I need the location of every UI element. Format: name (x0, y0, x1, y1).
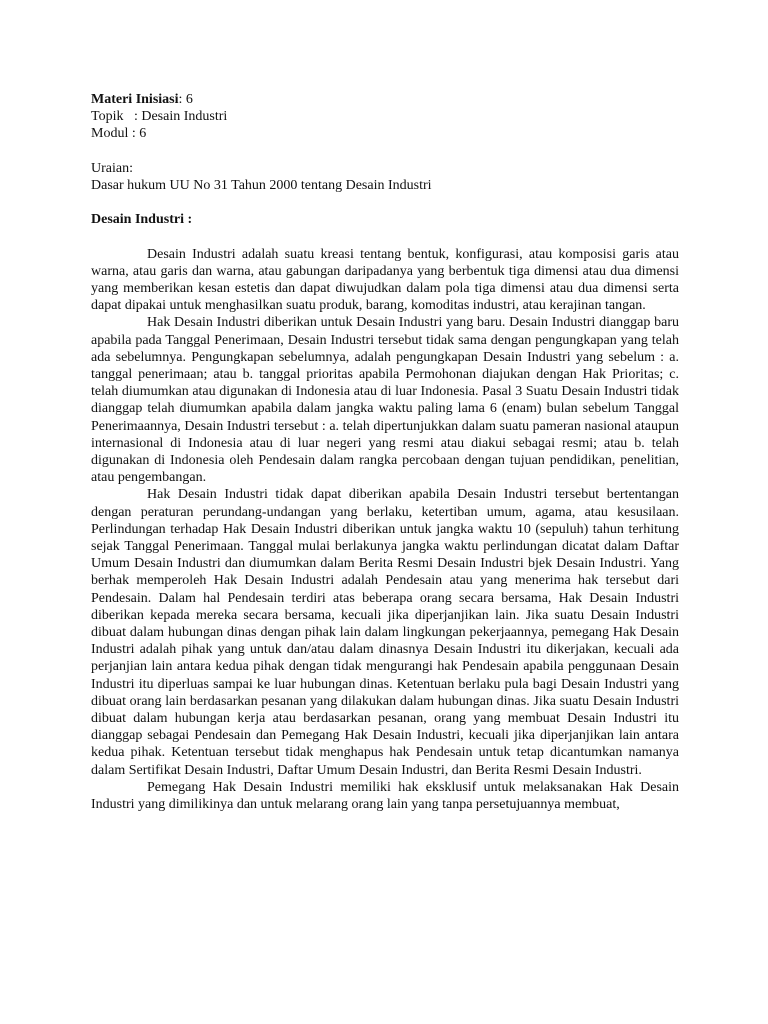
uraian-label: Uraian: (91, 160, 133, 176)
uraian-text: Dasar hukum UU No 31 Tahun 2000 tentang Desain Industri (91, 178, 432, 193)
paragraph-1: Desain Industri adalah suatu kreasi tentang bentuk, konfigurasi, atau komposisi garis atau warna, atau garis dan warna, atau gabungan daripadanya yang berbentuk tiga dimensi atau dua dimensi yang memberikan kesan estetis dan dapat diwujudkan dalam pola tiga dimensi atau dua dimensi serta dapat dipakai untuk menghasilkan suatu produk, barang, komoditas industri, atau kerajinan tangan. (91, 246, 679, 314)
spacer (91, 194, 679, 211)
document-page (91, 91, 679, 813)
spacer (91, 143, 679, 160)
materi-label: Materi Inisiasi (91, 92, 179, 107)
paragraph-4: Pemegang Hak Desain Industri memiliki hak eksklusif untuk melaksanakan Hak Desain Industri yang dimilikinya dan untuk melarang orang lain yang tanpa persetujuannya membuat, (91, 779, 679, 813)
paragraph-3: Hak Desain Industri tidak dapat diberikan apabila Desain Industri tersebut bertentangan dengan peraturan perundang-undangan yang berlaku, ketertiban umum, agama, atau kesusilaan. Perlindungan terhadap Hak Desain Industri diberikan untuk jangka waktu 10 (sepuluh) tahun terhitung sejak Tanggal Penerimaan. Tanggal mulai berlakunya jangka waktu perlindungan dicatat dalam Daftar Umum Desain Industri dan diumumkan dalam Berita Resmi Desain Industri bjek Desain Industri. Yang berhak memperoleh Hak Desain Industri adalah Pendesain atau yang menerima hak tersebut dari Pendesain. Dalam hal Pendesain terdiri atas beberapa orang secara bersama, Hak Desain Industri diberikan kepada mereka secara bersama, kecuali jika diperjanjikan lain. Jika suatu Desain Industri dibuat dalam hubungan dinas dengan pihak lain dalam lingkungan pekerjaannya, pemegang Hak Desain Industri adalah pihak yang untuk dan/atau dalam dinasnya Desain Industri itu dikerjakan, kecuali ada perjanjian lain antara kedua pihak dengan tidak mengurangi hak Pendesain apabila penggunaan Desain Industri itu diperluas sampai ke luar hubungan dinas. Ketentuan berlaku pula bagi Desain Industri yang dibuat orang lain berdasarkan pesanan yang dilakukan dalam hubungan dinas. Jika suatu Desain Industri dibuat dalam hubungan kerja atau berdasarkan pesanan, orang yang membuat Desain Industri itu dianggap sebagai Pendesain dan Pemegang Hak Desain Industri, kecuali jika diperjanjikan lain antara kedua pihak. Ketentuan tersebut tidak menghapus hak Pendesain untuk tetap dicantumkan namanya dalam Sertifikat Desain Industri, Daftar Umum Desain Industri, dan Berita Resmi Desain Industri. (91, 487, 679, 778)
paragraph-2: Hak Desain Industri diberikan untuk Desain Industri yang baru. Desain Industri dianggap baru apabila pada Tanggal Penerimaan, Desain Industri tersebut tidak sama dengan pengungkapan yang telah ada sebelumnya. Pengungkapan sebelumnya, adalah pengungkapan Desain Industri yang sebelum : a. tanggal penerimaan; atau b. tanggal prioritas apabila Permohonan diajukan dengan Hak Prioritas; c. telah diumumkan atau digunakan di Indonesia atau di luar Indonesia. Pasal 3 Suatu Desain Industri tidak dianggap telah diumumkan apabila dalam jangka waktu paling lama 6 (enam) bulan sebelum Tanggal Penerimaannya, Desain Industri tersebut : a. telah dipertunjukkan dalam suatu pameran nasional ataupun internasional di Indonesia atau di luar negeri yang resmi atau diakui sebagai resmi; atau b. telah digunakan di Indonesia oleh Pendesain dalam rangka percobaan dengan tujuan pendidikan, penelitian, atau pengembangan. (91, 315, 679, 486)
topik-line: Topik : Desain Industri (91, 109, 228, 125)
modul-line: Modul : 6 (91, 126, 147, 142)
materi-value: : 6 (178, 92, 193, 107)
materi-line (91, 91, 679, 108)
section-heading: Desain Industri : (91, 212, 193, 228)
